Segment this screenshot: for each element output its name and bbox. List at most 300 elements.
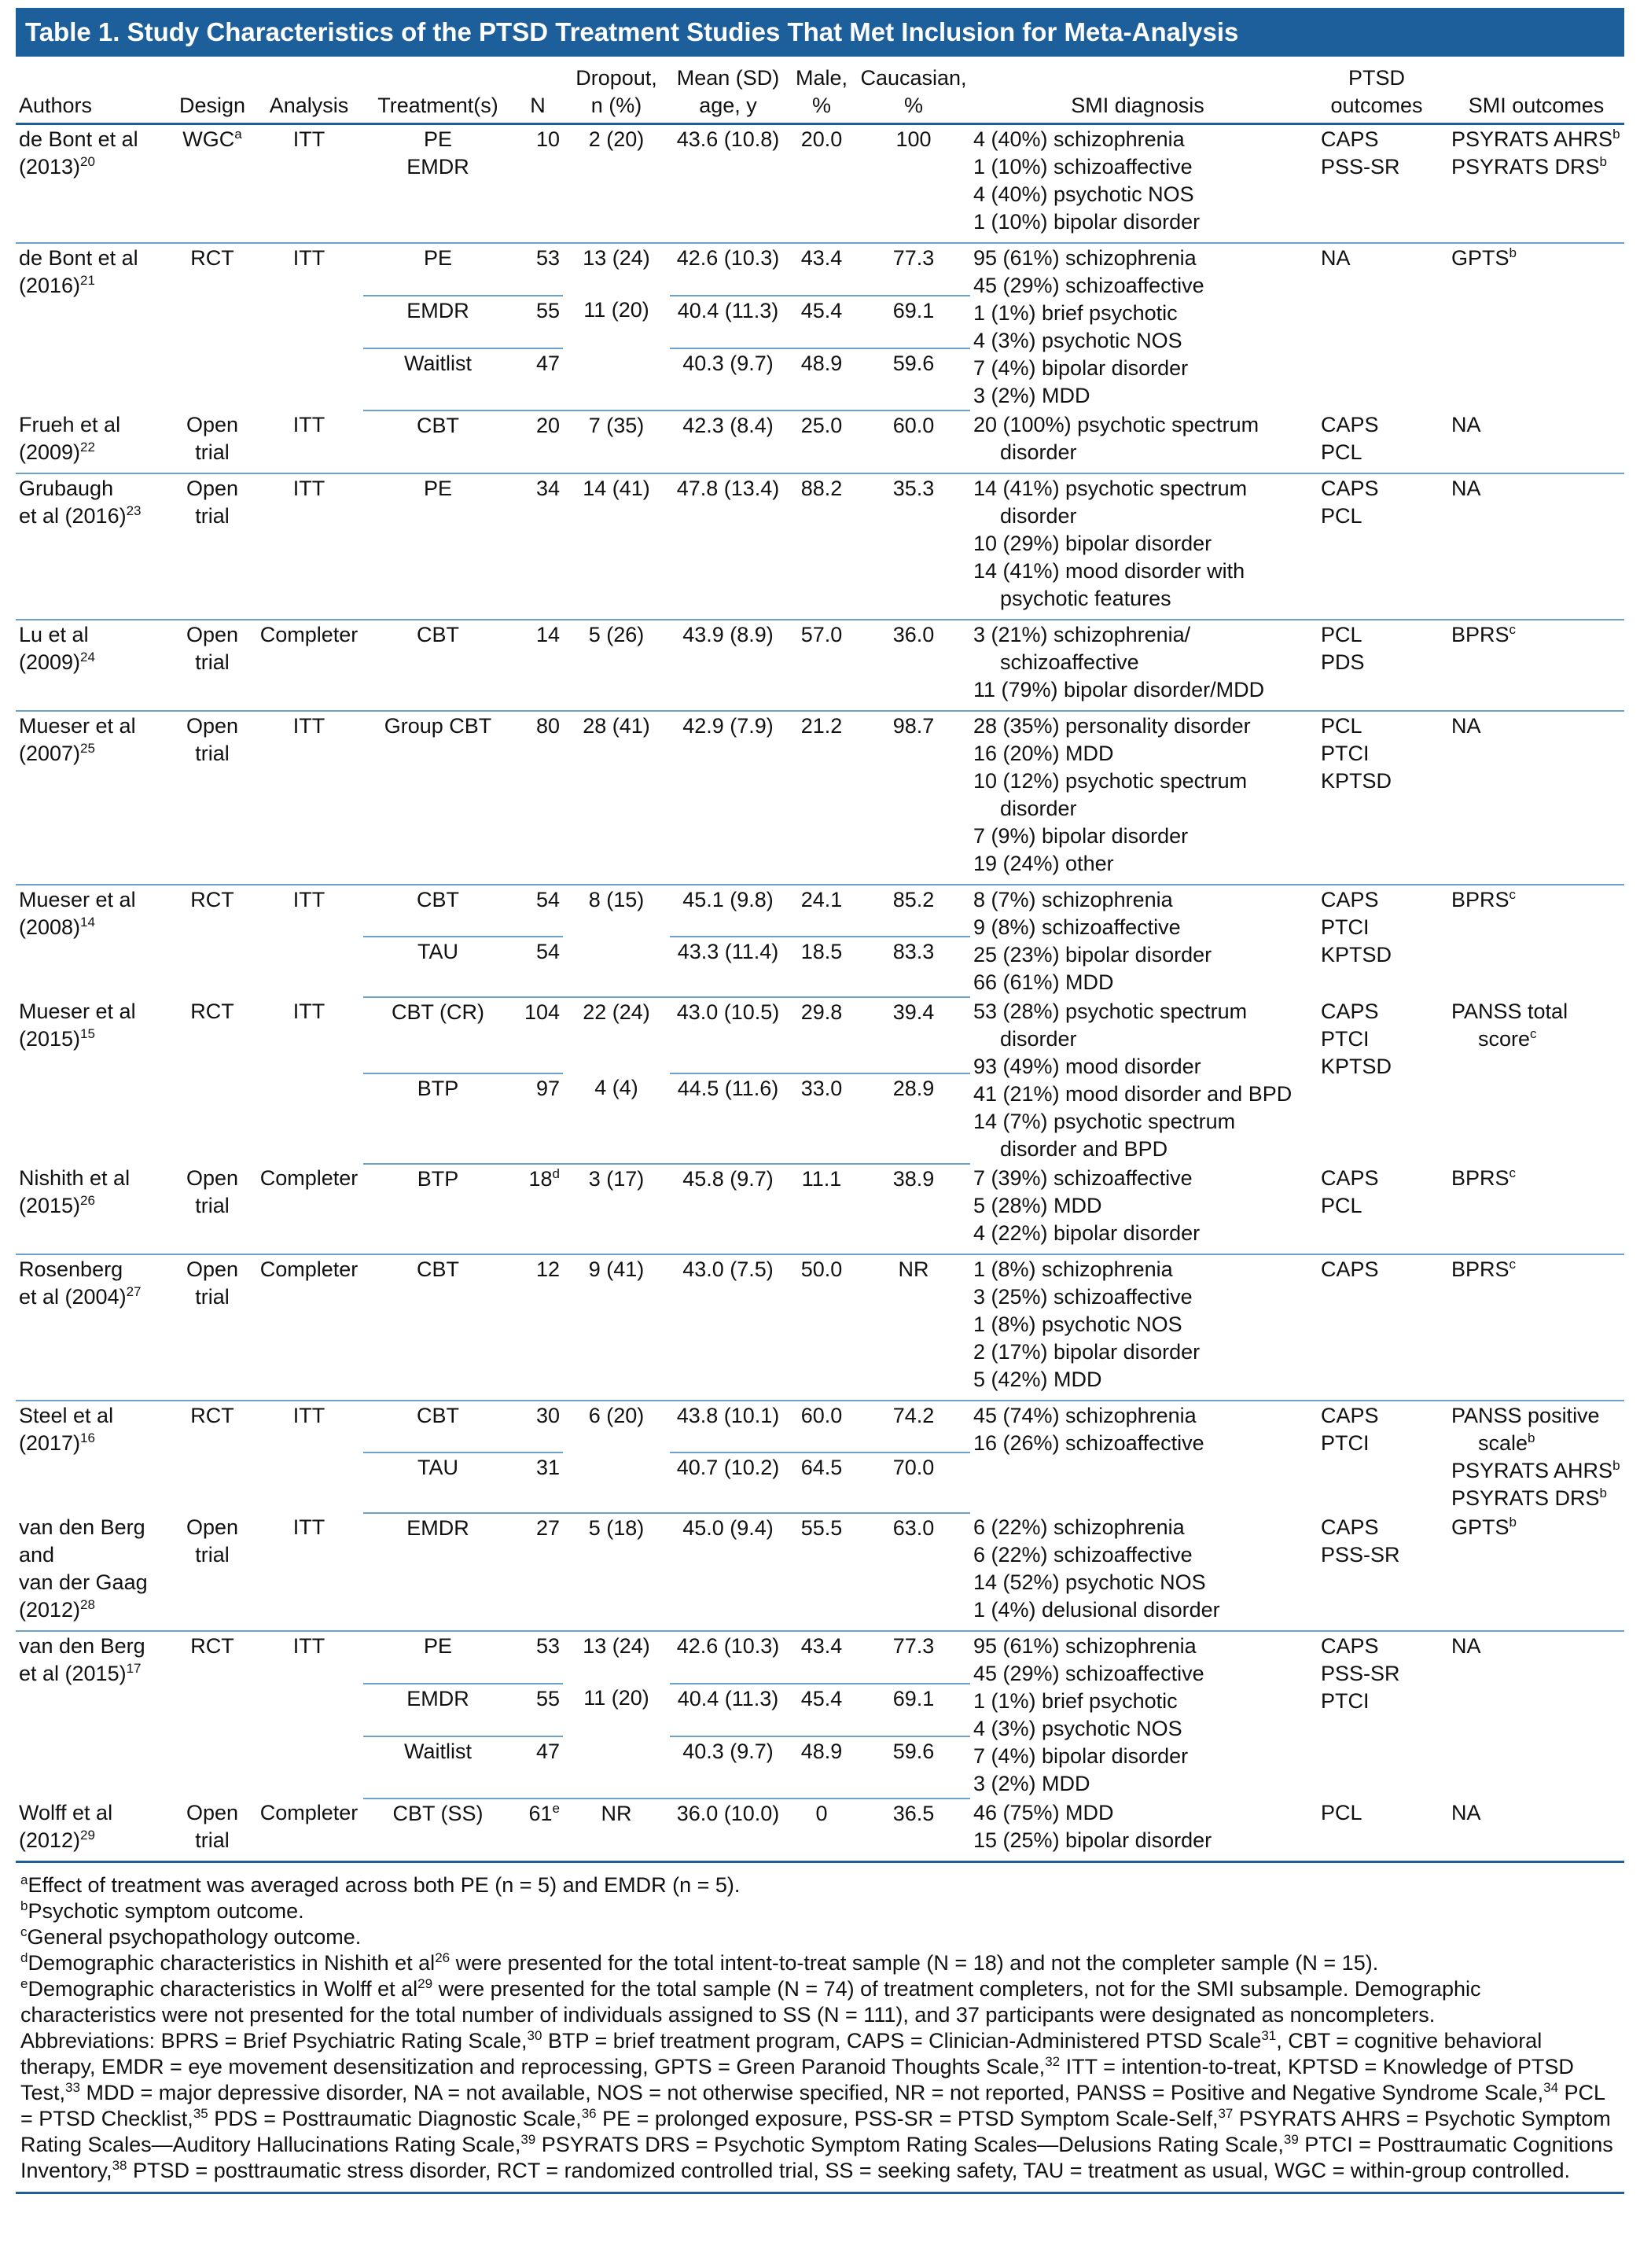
smi-outcomes-cell (1448, 124, 1624, 244)
male-cell: 88.2 (786, 473, 857, 620)
design-text: RCT (190, 1000, 234, 1023)
reference-number: 29 (80, 1828, 95, 1843)
study-analysis: ITT (292, 1000, 325, 1023)
diagnosis-line: 46 (75%) MDD (973, 1801, 1114, 1824)
smi-diagnosis-cell (970, 1631, 1305, 1799)
caucasian-cell: 35.3 (857, 473, 970, 620)
dropout-cell: 7 (35) (563, 411, 670, 473)
study-authors (16, 1254, 170, 1401)
smi-outcome (1451, 1430, 1621, 1457)
n-cell (513, 885, 563, 937)
design-line (173, 1165, 252, 1192)
male-cell: 21.2 (786, 711, 857, 885)
footnote-b: $^b$Psychotic symptom outcome. (20, 1898, 304, 1923)
age-cell: 42.3 (8.4) (670, 411, 786, 473)
study-analysis: ITT (255, 473, 363, 620)
design-text: RCT (190, 246, 234, 270)
caucasian-cell: 59.6 (857, 1736, 970, 1799)
smi-outcomes-cell (1448, 1799, 1624, 1862)
smi-outcome-text: scale (1478, 1431, 1528, 1455)
diagnosis-line: 11 (79%) bipolar disorder/MDD (973, 678, 1265, 701)
age-cell: 43.9 (8.9) (670, 620, 786, 711)
treatment-name: EMDR (406, 298, 469, 322)
smi-outcome-text: BPRS (1451, 623, 1509, 646)
diagnosis-line: 45 (29%) schizoaffective (973, 274, 1204, 297)
table-row (16, 885, 1624, 937)
table-row (16, 411, 1624, 473)
design-line (173, 245, 252, 272)
caucasian-cell: 74.2 (892, 1404, 935, 1427)
author-line: Grubaugh (19, 477, 114, 500)
ptsd-outcome: PTCI (1321, 915, 1370, 939)
study-design (170, 1254, 255, 1401)
treatment-name: PE (423, 127, 453, 151)
author-line (19, 740, 167, 768)
n-value: 104 (524, 1000, 560, 1024)
age-cell: 40.4 (11.3) (670, 296, 786, 348)
n-cell (513, 124, 563, 244)
age-cell: 45.1 (9.8) (682, 888, 774, 911)
reference-number: 36 (581, 2106, 597, 2121)
study-design (170, 473, 255, 620)
design-text: Open (186, 1515, 239, 1539)
ptsd-outcome: KPTSD (1321, 769, 1392, 793)
n-value: 53 (535, 246, 560, 270)
study-design (170, 1164, 255, 1254)
author-line: Nishith et al (19, 1166, 131, 1190)
table-row (16, 473, 1624, 620)
diagnosis-line: 28 (35%) personality disorder (973, 714, 1251, 738)
treatment-cell (363, 348, 513, 411)
reference-number: 32 (1045, 2054, 1061, 2069)
treatment-name: EMDR (406, 155, 469, 179)
ptsd-outcome: CAPS (1321, 1634, 1379, 1658)
smi-outcome (1451, 126, 1621, 153)
n-value: 20 (535, 414, 560, 437)
age-cell: 42.6 (10.3) (676, 1634, 780, 1658)
treatment-cell (363, 1631, 513, 1684)
diagnosis-line: disorder and BPD (1000, 1137, 1168, 1161)
n-cell (513, 1401, 563, 1452)
ptsd-outcome: PCL (1321, 714, 1362, 738)
treatment-cell (363, 937, 513, 997)
diagnosis-line: 41 (21%) mood disorder and BPD (973, 1082, 1293, 1106)
ptsd-outcome: CAPS (1321, 888, 1379, 911)
table-row (16, 620, 1624, 711)
treatment-name: Waitlist (404, 351, 472, 375)
design-line (173, 475, 252, 503)
age-cell: 43.8 (10.1) (676, 1404, 780, 1427)
diagnosis-line: disorder (1000, 1027, 1077, 1051)
ptsd-outcome: PTCI (1321, 1027, 1370, 1051)
footnote-mark: b (1509, 1515, 1517, 1530)
caucasian-cell: 83.3 (857, 937, 970, 997)
design-line (173, 411, 252, 439)
design-line: trial (195, 742, 230, 765)
caucasian-cell: 36.0 (857, 620, 970, 711)
male-cell: 60.0 (800, 1404, 843, 1427)
table-title: Table 1. Study Characteristics of the PTSD Treatment Studies That Met Inclusion for Meta-Analysis (16, 8, 1624, 57)
footnote-mark: c (1509, 1257, 1517, 1272)
ptsd-outcome: CAPS (1321, 1257, 1379, 1281)
author-line: van den Berg (19, 1634, 145, 1658)
smi-outcome-text: NA (1451, 1634, 1481, 1658)
smi-outcome-text: NA (1451, 413, 1481, 436)
n-cell (513, 1631, 563, 1684)
footnote-mark: b (1612, 127, 1620, 142)
reference-number: 24 (80, 650, 95, 665)
treatment-cell (363, 1799, 513, 1862)
dropout-cell: 5 (18) (563, 1513, 670, 1631)
abbreviation-text: PE = prolonged exposure, PSS-SR = PTSD Symptom Scale-Self, (596, 2107, 1219, 2130)
ptsd-outcomes-cell (1305, 1254, 1448, 1401)
abbreviation-text: BTP = brief treatment program, CAPS = Clinician-Administered PTSD Scale (542, 2029, 1262, 2053)
n-cell (513, 296, 563, 348)
col-treatment: Treatment(s) (363, 57, 513, 124)
smi-diagnosis-cell (970, 473, 1305, 620)
diagnosis-line: 2 (17%) bipolar disorder (973, 1340, 1201, 1364)
diagnosis-line: 4 (3%) psychotic NOS (973, 1717, 1182, 1740)
design-line: trial (195, 1828, 230, 1852)
col-male: Male, % (786, 57, 857, 124)
dropout-cell: 3 (17) (563, 1164, 670, 1254)
diagnosis-line: 1 (10%) schizoaffective (973, 155, 1193, 179)
study-authors (16, 997, 170, 1164)
n-cell (513, 1073, 563, 1164)
study-design (170, 411, 255, 473)
study-design (170, 711, 255, 885)
table-row (16, 1513, 1624, 1631)
ptsd-outcome: NA (1321, 246, 1351, 270)
smi-diagnosis-cell (970, 411, 1305, 473)
ptsd-outcomes-cell (1305, 620, 1448, 711)
treatment-name: PE (423, 1634, 453, 1658)
table-row (16, 1631, 1624, 1684)
study-design (170, 1799, 255, 1862)
footnote-e: $^e$Demographic characteristics in Wolff et $al^{29}$ were presented for the total sample (N = 74) of treatment completers, not for the SMI subsample. Demographic characteristics were not presented for the total number of individuals assigned to SS (N = 111), and 37 participants were designated as noncompleters. (20, 1976, 1481, 2027)
age-cell: 43.0 (7.5) (670, 1254, 786, 1401)
treatment-name: CBT (417, 888, 459, 911)
col-ptsd-outcomes: PTSD outcomes (1305, 57, 1448, 124)
treatment-cell (363, 997, 513, 1073)
smi-diagnosis-cell (970, 124, 1305, 244)
caucasian-cell: 59.6 (857, 348, 970, 411)
ptsd-outcomes-cell (1305, 1631, 1448, 1799)
footnote-mark: b (1528, 1430, 1535, 1445)
dropout-cell: 22 (24) (583, 1000, 650, 1024)
n-cell (513, 1254, 563, 1401)
reference-number: 34 (1543, 2080, 1559, 2095)
diagnosis-line: 1 (4%) delusional disorder (973, 1598, 1220, 1622)
caucasian-cell: 69.1 (857, 1684, 970, 1736)
n-cell (513, 1452, 563, 1513)
design-line: trial (195, 440, 230, 464)
study-design (170, 885, 255, 997)
study-analysis: ITT (292, 1634, 325, 1658)
age-cell: 45.0 (9.4) (670, 1513, 786, 1631)
n-cell (513, 243, 563, 296)
dropout-cell: 4 (4) (563, 1073, 670, 1164)
treatment-cell (363, 411, 513, 473)
smi-outcomes-cell (1448, 243, 1624, 411)
study-authors (16, 1799, 170, 1862)
smi-outcome-text: NA (1451, 714, 1481, 738)
smi-outcome (1451, 621, 1621, 649)
author-year: (2007) (19, 742, 81, 765)
treatment-cell (363, 1684, 513, 1736)
male-cell: 48.9 (786, 348, 857, 411)
study-authors (16, 1164, 170, 1254)
caucasian-cell: 38.9 (857, 1164, 970, 1254)
dropout-cell (563, 348, 670, 411)
ptsd-outcome: PCL (1321, 1194, 1362, 1217)
n-cell (513, 620, 563, 711)
author-line (19, 649, 167, 676)
footnote-c: $^c$General psychopathology outcome. (20, 1924, 362, 1949)
abbreviation-text: ITT = intention-to-treat, KPTSD = Knowledge of PTSD Test, (20, 2055, 1574, 2104)
treatment-cell (363, 124, 513, 244)
diagnosis-line: 7 (4%) bipolar disorder (973, 1744, 1189, 1768)
diagnosis-line: 8 (7%) schizophrenia (973, 888, 1173, 911)
author-year: (2017) (19, 1431, 81, 1455)
reference-number: 16 (80, 1430, 95, 1445)
smi-diagnosis-cell (970, 243, 1305, 411)
smi-outcome-text: BPRS (1451, 888, 1509, 911)
caucasian-cell: 85.2 (892, 888, 935, 911)
treatment-cell (363, 1254, 513, 1401)
dropout-cell: NR (563, 1799, 670, 1862)
author-line: Rosenberg (19, 1257, 123, 1281)
age-cell: 40.3 (9.7) (670, 1736, 786, 1799)
header-row (16, 57, 1624, 124)
diagnosis-line: 1 (8%) psychotic NOS (973, 1313, 1182, 1336)
table-row (16, 1254, 1624, 1401)
n-value: 54 (535, 888, 560, 911)
male-cell: 48.9 (786, 1736, 857, 1799)
author-line (19, 914, 167, 941)
treatment-name: EMDR (406, 1516, 469, 1540)
diagnosis-line: 93 (49%) mood disorder (973, 1055, 1201, 1078)
col-analysis: Analysis (255, 57, 363, 124)
author-year: (2009) (19, 650, 81, 674)
n-value: 14 (535, 623, 560, 646)
smi-outcomes-cell (1448, 411, 1624, 473)
ptsd-outcome: PTCI (1321, 1431, 1370, 1455)
author-line: de Bont et al (19, 246, 138, 270)
smi-outcomes-cell (1448, 1631, 1624, 1799)
smi-outcome-text: PSYRATS AHRS (1451, 127, 1613, 151)
design-line (173, 712, 252, 740)
treatment-cell (363, 473, 513, 620)
treatment-cell (363, 296, 513, 348)
male-cell: 33.0 (786, 1073, 857, 1164)
author-year: et al (2016) (19, 504, 127, 528)
treatment-name: TAU (417, 939, 458, 963)
ptsd-outcome: PSS-SR (1321, 1543, 1400, 1567)
table-row (16, 124, 1624, 244)
study-authors (16, 711, 170, 885)
diagnosis-line: 3 (2%) MDD (973, 1772, 1090, 1795)
study-analysis: ITT (255, 711, 363, 885)
smi-diagnosis-cell (970, 1799, 1305, 1862)
n-value: 53 (535, 1634, 560, 1658)
male-cell: 43.4 (800, 246, 843, 270)
design-text: Open (186, 477, 239, 500)
n-value: 54 (535, 939, 560, 963)
reference-number: 25 (80, 741, 95, 756)
ptsd-outcome: PCL (1321, 504, 1362, 528)
treatment-name: CBT (CR) (392, 1000, 484, 1024)
diagnosis-line: 14 (41%) psychotic spectrum (973, 477, 1248, 500)
author-line: Frueh et al (19, 413, 121, 436)
reference-number: 26 (80, 1193, 95, 1208)
caucasian-cell: 28.9 (857, 1073, 970, 1164)
author-year: (2015) (19, 1027, 81, 1051)
design-text: Open (186, 714, 239, 738)
study-authors (16, 243, 170, 411)
age-cell: 45.8 (9.7) (670, 1164, 786, 1254)
study-analysis: ITT (292, 1404, 325, 1427)
smi-outcome (1451, 1165, 1621, 1192)
design-line (173, 1402, 252, 1430)
ptsd-outcome: PCL (1321, 440, 1362, 464)
treatment-name: CBT (SS) (392, 1802, 484, 1825)
n-value: 10 (535, 127, 560, 151)
n-cell (513, 1799, 563, 1862)
ptsd-outcomes-cell (1305, 473, 1448, 620)
study-authors (16, 1513, 170, 1631)
diagnosis-line: 66 (61%) MDD (973, 970, 1114, 994)
treatment-cell (363, 243, 513, 296)
footnote-mark: e (552, 1801, 560, 1816)
author-line (19, 1430, 167, 1457)
study-analysis: Completer (255, 620, 363, 711)
author-line (19, 503, 167, 530)
abbreviation-text: Abbreviations: BPRS = Brief Psychiatric Rating Scale, (20, 2029, 528, 2053)
footnote-mark: b (1599, 154, 1608, 169)
diagnosis-line: 7 (4%) bipolar disorder (973, 356, 1189, 380)
dropout-cell: 11 (20) (583, 1685, 649, 1710)
dropout-cell: 11 (20) (583, 297, 649, 322)
diagnosis-line: 10 (29%) bipolar disorder (973, 532, 1212, 555)
diagnosis-line: 19 (24%) other (973, 852, 1114, 875)
diagnosis-line: disorder (1000, 797, 1077, 820)
author-year: (2016) (19, 274, 81, 297)
smi-diagnosis-cell (970, 1401, 1305, 1513)
dropout-cell: 28 (41) (563, 711, 670, 885)
caucasian-cell: 60.0 (857, 411, 970, 473)
ptsd-outcome: PSS-SR (1321, 155, 1400, 179)
smi-outcome-text: PANSS total (1451, 1000, 1568, 1023)
abbreviation-text: PTCI = Posttraumatic Cognitions Inventory, (20, 2133, 1613, 2182)
study-design (170, 124, 255, 244)
male-cell: 55.5 (786, 1513, 857, 1631)
treatment-name: EMDR (406, 1686, 469, 1710)
n-cell (513, 711, 563, 885)
abbreviation-text: PTSD = posttraumatic stress disorder, RCT = randomized controlled trial, SS = seeking safety, TAU = treatment as usual, WGC = within-group controlled. (127, 2159, 1571, 2182)
study-design (170, 997, 255, 1164)
diagnosis-line: 6 (22%) schizophrenia (973, 1515, 1185, 1539)
diagnosis-line: 14 (52%) psychotic NOS (973, 1570, 1206, 1594)
ptsd-outcomes-cell (1305, 411, 1448, 473)
diagnosis-line: 4 (3%) psychotic NOS (973, 329, 1182, 352)
smi-outcome (1451, 1457, 1621, 1485)
age-cell: 40.4 (11.3) (670, 1684, 786, 1736)
table-row (16, 997, 1624, 1073)
smi-outcome (1451, 475, 1621, 503)
ptsd-outcome: PSS-SR (1321, 1662, 1400, 1685)
author-line (19, 1660, 167, 1688)
col-caucasian: Caucasian, % (857, 57, 970, 124)
treatment-name: CBT (417, 1257, 459, 1281)
smi-outcome-text: score (1478, 1027, 1531, 1051)
ptsd-outcomes-cell (1305, 1513, 1448, 1631)
author-year: et al (2004) (19, 1285, 127, 1309)
caucasian-cell: NR (857, 1254, 970, 1401)
study-authors (16, 885, 170, 997)
diagnosis-line: 7 (39%) schizoaffective (973, 1166, 1193, 1190)
smi-outcome (1451, 1402, 1621, 1430)
n-value: 55 (535, 1686, 560, 1710)
study-authors (16, 411, 170, 473)
col-design: Design (170, 57, 255, 124)
caucasian-cell: 63.0 (857, 1513, 970, 1631)
smi-outcome (1451, 1025, 1621, 1053)
ptsd-outcome: CAPS (1321, 1515, 1379, 1539)
treatment-cell (363, 620, 513, 711)
col-n: N (513, 57, 563, 124)
smi-diagnosis-cell (970, 711, 1305, 885)
smi-outcome (1451, 886, 1621, 914)
diagnosis-line: 3 (2%) MDD (973, 384, 1090, 407)
treatment-cell (363, 1452, 513, 1513)
smi-outcome-text: PSYRATS DRS (1451, 1486, 1600, 1510)
diagnosis-line: 45 (29%) schizoaffective (973, 1662, 1204, 1685)
design-text: Open (186, 623, 239, 646)
diagnosis-line: 95 (61%) schizophrenia (973, 1634, 1197, 1658)
smi-outcome-text: NA (1451, 477, 1481, 500)
reference-number: 31 (1261, 2028, 1277, 2043)
smi-outcome (1451, 153, 1621, 181)
n-cell (513, 1684, 563, 1736)
dropout-cell: 13 (24) (583, 1634, 650, 1658)
ptsd-outcome: CAPS (1321, 1166, 1379, 1190)
reference-number: 30 (527, 2028, 542, 2043)
table-notes (16, 1863, 1624, 2194)
dropout-cell: 6 (20) (588, 1404, 645, 1427)
study-analysis: ITT (255, 1513, 363, 1631)
age-cell: 43.0 (10.5) (676, 1000, 780, 1024)
smi-outcome-text: BPRS (1451, 1166, 1509, 1190)
n-value: 61 (528, 1802, 553, 1825)
abbreviation-text: PDS = Posttraumatic Diagnostic Scale, (208, 2107, 582, 2130)
smi-outcomes-cell (1448, 620, 1624, 711)
abbreviation-text: MDD = major depressive disorder, NA = not available, NOS = not otherwise specified, NR = not reported, PANSS = Positive and Negative Syndrome Scale, (79, 2081, 1544, 2104)
ptsd-outcome: PCL (1321, 1801, 1362, 1824)
n-cell (513, 1736, 563, 1799)
abbreviation-text: PSYRATS AHRS = Psychotic Symptom Rating Scales—Auditory Hallucinations Rating Scale, (20, 2107, 1611, 2156)
diagnosis-line: 20 (100%) psychotic spectrum (973, 413, 1259, 436)
study-authors (16, 1631, 170, 1799)
study-analysis: ITT (292, 888, 325, 911)
caucasian-cell: 69.1 (857, 296, 970, 348)
study-analysis: ITT (255, 124, 363, 244)
author-line (19, 1596, 167, 1624)
smi-diagnosis-cell (970, 885, 1305, 997)
male-cell: 24.1 (800, 888, 843, 911)
study-analysis: ITT (255, 411, 363, 473)
ptsd-outcomes-cell (1305, 124, 1448, 244)
